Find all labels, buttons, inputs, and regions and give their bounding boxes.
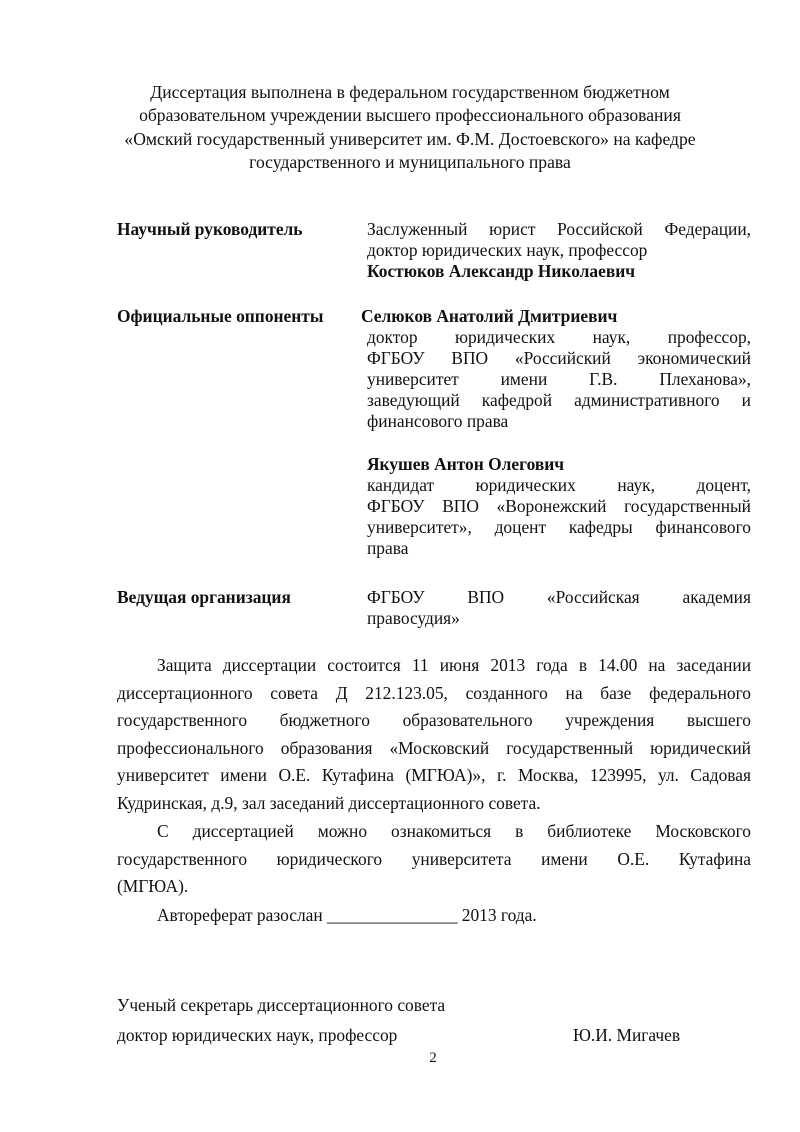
opponents-details — [361, 306, 751, 559]
opponent-line: заведующий кафедрой административного и — [367, 390, 751, 410]
library-line: государственного юридического университета имени О.Е. Кутафина — [117, 848, 751, 869]
opponent-name: Якушев Антон Олегович — [367, 454, 565, 474]
header-line: образовательном учреждении высшего профессионального образования — [139, 105, 681, 126]
supervisor-label: Научный руководитель — [117, 219, 303, 239]
header-line: Диссертация выполнена в федеральном государственном бюджетном — [150, 82, 670, 102]
opponent-line: университет имени Г.В. Плеханова», — [367, 369, 751, 389]
opponent-line: доктор юридических наук, профессор, — [367, 327, 751, 347]
leading-org-details — [367, 587, 751, 629]
supervisor-name: Костюков Александр Николаевич — [367, 261, 636, 281]
defense-line: Защита диссертации состоится 11 июня 2013 года в 14.00 на заседании — [157, 655, 751, 675]
spacer — [367, 432, 751, 454]
secretary-signature — [117, 990, 751, 1050]
library-paragraph — [117, 818, 751, 901]
opponents-label: Официальные оппоненты — [117, 306, 324, 326]
opponent-line: ФГБОУ ВПО «Российский экономический — [367, 348, 751, 368]
signature-name: Ю.И. Мигачев — [573, 1025, 681, 1045]
opponent-line: финансового права — [367, 411, 509, 431]
institution-header — [100, 81, 720, 175]
opponent-line: ФГБОУ ВПО «Воронежский государственный — [367, 496, 751, 516]
opponent-line: права — [367, 538, 409, 558]
defense-line: университет имени О.Е. Кутафина (МГЮА)», г. Москва, 123995, ул. Садовая — [117, 765, 751, 786]
signature-title-row — [117, 990, 751, 1020]
mailing-line: Автореферат разослан _______________ 2013 года. — [157, 905, 537, 925]
header-line: «Омский государственный университет им. Ф.М. Достоевского» на кафедре — [124, 128, 696, 149]
supervisor-line: Заслуженный юрист Российской Федерации, — [367, 219, 751, 239]
leading-org-line: ФГБОУ ВПО «Российская академия — [367, 587, 751, 607]
supervisor-line: доктор юридических наук, профессор — [367, 240, 648, 260]
leading-org-line: правосудия» — [367, 608, 460, 628]
defense-line: диссертационного совета Д 212.123.05, созданного на базе федерального — [117, 682, 751, 703]
library-line: (МГЮА). — [117, 876, 189, 897]
supervisor-details — [367, 219, 751, 282]
signature-degree: доктор юридических наук, профессор — [117, 1025, 398, 1045]
defense-line: государственного бюджетного образовательного учреждения высшего — [117, 710, 751, 731]
opponent-line: университет», доцент кафедры финансового — [367, 517, 751, 537]
signature-title: Ученый секретарь диссертационного совета — [117, 995, 446, 1015]
library-line: С диссертацией можно ознакомиться в библиотеке Московского — [157, 821, 751, 841]
leading-org-label: Ведущая организация — [117, 587, 291, 607]
header-line: государственного и муниципального права — [249, 152, 571, 173]
opponent-line: кандидат юридических наук, доцент, — [367, 475, 751, 495]
defense-paragraph — [117, 652, 751, 818]
page-number: 2 — [429, 1050, 437, 1066]
defense-line: Кудринская, д.9, зал заседаний диссертационного совета. — [117, 792, 541, 813]
mailing-paragraph — [117, 902, 751, 930]
opponent-name: Селюков Анатолий Дмитриевич — [361, 306, 618, 326]
defense-line: профессионального образования «Московский государственный юридический — [117, 737, 751, 758]
signature-degree-row — [117, 1020, 751, 1050]
